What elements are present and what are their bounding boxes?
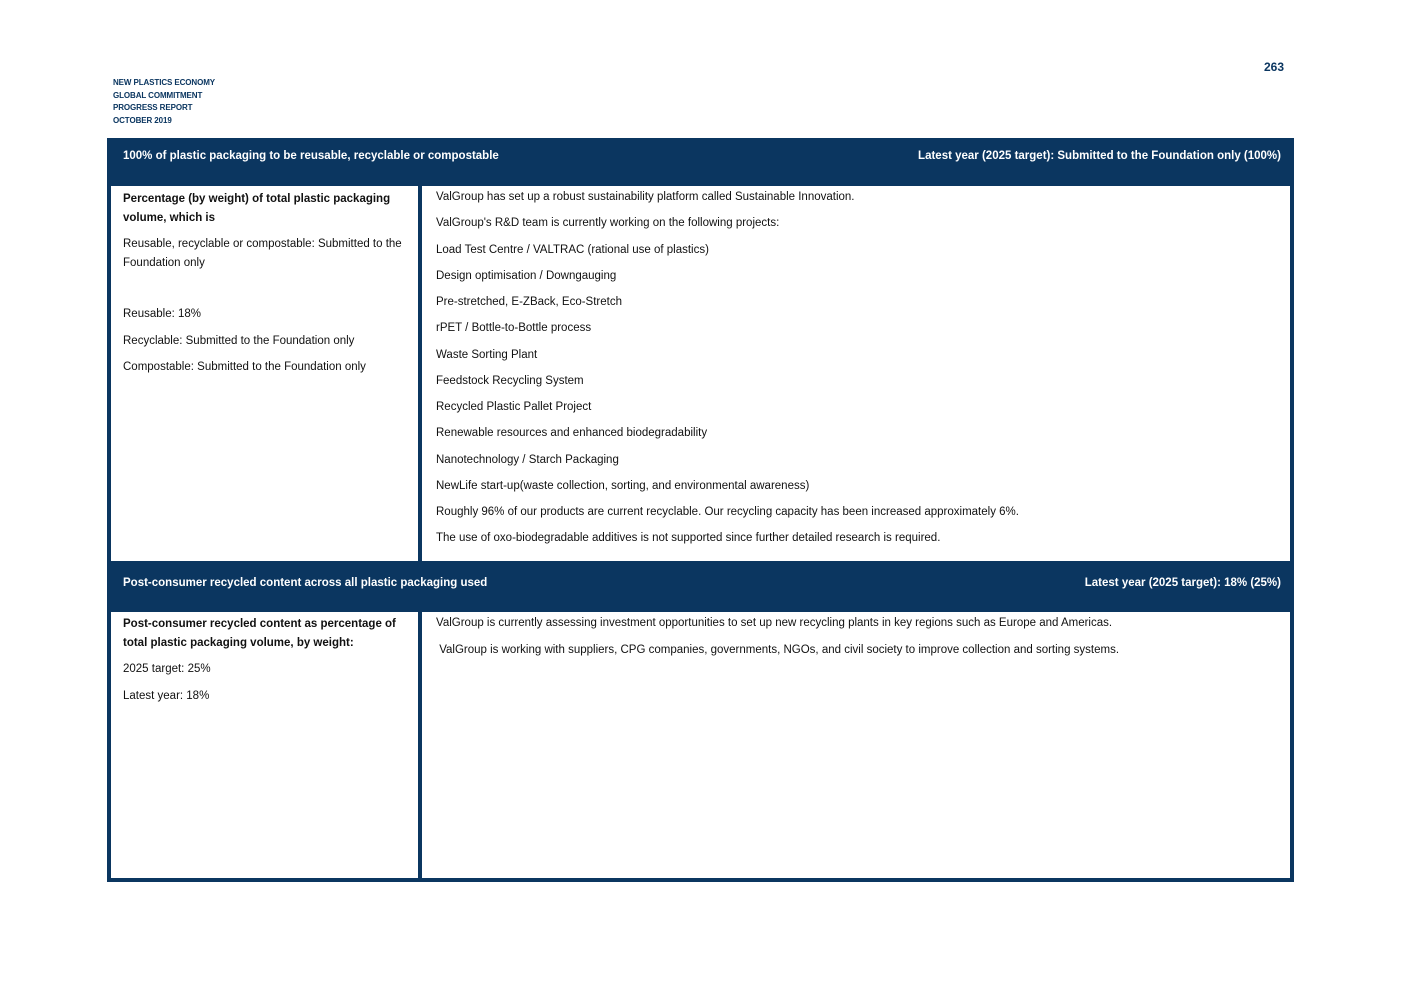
section1-right-line: Nanotechnology / Starch Packaging	[436, 454, 619, 466]
section2-title: Post-consumer recycled content across all plastic packaging used	[123, 577, 488, 589]
section2-left-line: Latest year: 18%	[123, 690, 210, 702]
section1-latest-year: Latest year (2025 target): Submitted to the Foundation only (100%)	[918, 150, 1281, 162]
section1-right-column	[422, 186, 1290, 561]
section2-left-line: 2025 target: 25%	[123, 663, 211, 675]
section1-right-line: The use of oxo-biodegradable additives is not supported since further detailed research is required.	[436, 532, 941, 544]
section1-right-line: rPET / Bottle-to-Bottle process	[436, 322, 592, 334]
section1-right-line: Recycled Plastic Pallet Project	[436, 401, 592, 413]
section1-right-line: ValGroup has set up a robust sustainability platform called Sustainable Innovation.	[436, 191, 855, 203]
section2-left-heading: Post-consumer recycled content as percentage of total plastic packaging volume, by weight:	[123, 618, 396, 649]
section1-left-column	[111, 186, 422, 561]
section2-panel	[107, 612, 1294, 882]
section1-right-line: Waste Sorting Plant	[436, 349, 538, 361]
section1-right-line: Feedstock Recycling System	[436, 375, 584, 387]
section1-right-line: Pre-stretched, E-ZBack, Eco-Stretch	[436, 296, 622, 308]
section1-left-line: Compostable: Submitted to the Foundation only	[123, 361, 366, 373]
page-number: 263	[1264, 60, 1285, 74]
section2-latest-year: Latest year (2025 target): 18% (25%)	[1084, 577, 1281, 589]
section2-title-bar	[107, 565, 1294, 612]
section1-left-line: Reusable: 18%	[123, 308, 201, 320]
section2-right-column	[422, 612, 1290, 878]
section1-panel	[107, 186, 1294, 565]
section1-right-line: ValGroup's R&D team is currently working on the following projects:	[436, 217, 780, 229]
header-line: GLOBAL COMMITMENT	[113, 90, 203, 100]
section1-left-line: Recyclable: Submitted to the Foundation only	[123, 335, 355, 347]
section1-right-line: Roughly 96% of our products are current recyclable. Our recycling capacity has been increased approximately 6%.	[436, 506, 1019, 518]
header-line: PROGRESS REPORT	[113, 103, 193, 112]
section1-right-line: Design optimisation / Downgauging	[436, 270, 617, 282]
section1-right-line: NewLife start-up(waste collection, sorting, and environmental awareness)	[436, 480, 810, 492]
section1-title-bar	[107, 138, 1294, 186]
report-header	[113, 77, 215, 127]
section2-right-line: ValGroup is working with suppliers, CPG companies, governments, NGOs, and civil society to improve collection and sorting systems.	[436, 644, 1120, 656]
section2-right-line: ValGroup is currently assessing investment opportunities to set up new recycling plants in key regions such as Europe and Americas.	[436, 617, 1113, 629]
section1-left-heading: Percentage (by weight) of total plastic packaging volume, which is	[123, 193, 391, 224]
section1-right-line: Renewable resources and enhanced biodegradability	[436, 427, 708, 439]
header-line: OCTOBER 2019	[113, 115, 172, 125]
header-line: NEW PLASTICS ECONOMY	[113, 78, 216, 87]
section1-left-line: Reusable, recyclable or compostable: Submitted to the Foundation only	[123, 238, 402, 269]
section1-title: 100% of plastic packaging to be reusable, recyclable or compostable	[123, 150, 499, 162]
section2-left-column	[111, 612, 422, 878]
section1-right-line: Load Test Centre / VALTRAC (rational use of plastics)	[436, 244, 709, 256]
